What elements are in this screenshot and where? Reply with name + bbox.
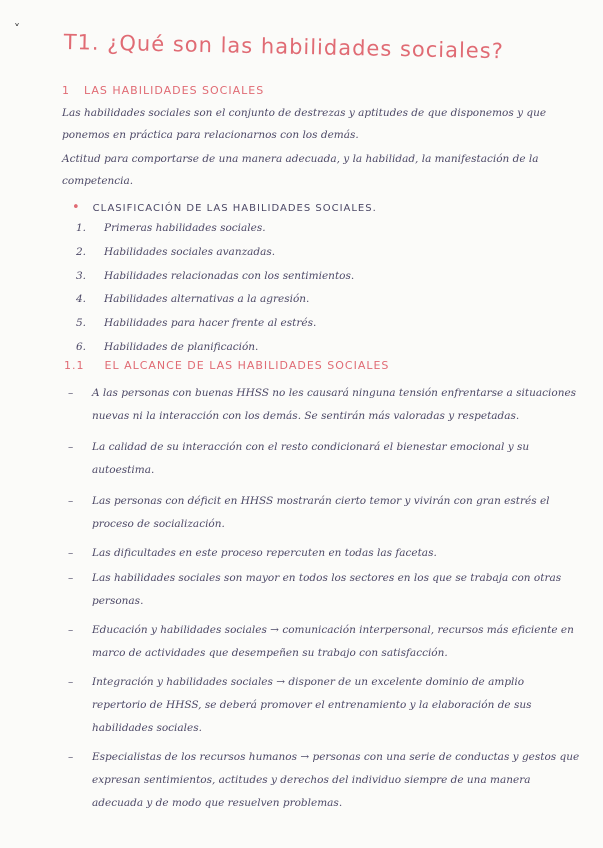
dash-icon: –	[68, 495, 74, 507]
list-item	[60, 490, 580, 536]
item-text: Primeras habilidades sociales.	[104, 222, 266, 234]
list-item	[60, 746, 580, 815]
item-number: 2.	[76, 245, 87, 258]
pen-mark-icon: ˅	[14, 22, 20, 36]
item-text: A las personas con buenas HHSS no les causará ninguna tensión enfrentarse a situaciones nuevas ni la interacción con los demás. Se sentirán más valoradas y respetadas.	[92, 387, 577, 422]
item-text: Integración y habilidades sociales → disponer de un excelente dominio de amplio repertorio de HHSS, se deberá promover el entrenamiento y la elaboración de sus habilidades sociales.	[92, 676, 532, 734]
list-item	[76, 246, 354, 270]
item-text: Habilidades relacionadas con los sentimientos.	[104, 269, 355, 282]
dash-icon: –	[68, 441, 74, 453]
section-number: 1	[62, 84, 70, 97]
list-item	[76, 222, 354, 246]
item-number: 3.	[76, 269, 87, 282]
section-number: 1.1	[64, 359, 85, 372]
dash-icon: –	[68, 547, 74, 559]
list-item	[60, 619, 580, 665]
section-heading-1	[62, 84, 264, 97]
page-title: T1. ¿Qué son las habilidades sociales?	[63, 30, 505, 64]
dash-icon: –	[68, 624, 74, 636]
paragraph-definition: Las habilidades sociales son el conjunto de destrezas y aptitudes de que disponemos y que ponemos en práctica para relacionarnos con los demás.	[62, 107, 547, 141]
item-text: Educación y habilidades sociales → comunicación interpersonal, recursos más eficiente en marco de actividades que desempeñen su trabajo con satisfacción.	[92, 624, 574, 659]
list-item	[60, 436, 580, 482]
dash-icon: –	[68, 387, 74, 399]
item-text: Habilidades de planificación.	[104, 340, 259, 353]
section-heading-1-1	[64, 359, 389, 372]
item-number: 5.	[76, 317, 87, 330]
item-text: Habilidades sociales avanzadas.	[104, 245, 276, 258]
bullet-icon: •	[72, 200, 81, 215]
item-number: 6.	[76, 340, 87, 353]
item-text: Habilidades para hacer frente al estrés.	[104, 317, 317, 330]
classification-title: CLASIFICACIÓN DE LAS HABILIDADES SOCIALES.	[92, 203, 377, 214]
list-item	[60, 671, 580, 740]
dash-icon: –	[68, 676, 74, 688]
classification-list	[76, 222, 354, 365]
list-item	[60, 382, 580, 428]
list-item	[76, 270, 354, 294]
item-text: Las habilidades sociales son mayor en todos los sectores en los que se trabaja con otras personas.	[92, 572, 562, 607]
list-item	[76, 317, 354, 341]
item-number: 1.	[76, 222, 87, 234]
item-text: La calidad de su interacción con el resto condicionará el bienestar emocional y su autoestima.	[92, 441, 530, 476]
list-item	[60, 542, 580, 565]
item-text: Habilidades alternativas a la agresión.	[104, 293, 310, 306]
list-item	[60, 567, 580, 613]
scope-list	[60, 382, 580, 815]
section-title: LAS HABILIDADES SOCIALES	[84, 84, 265, 97]
paragraph-attitude: Actitud para comportarse de una manera adecuada, y la habilidad, la manifestación de la competencia.	[62, 153, 539, 187]
item-text: Las personas con déficit en HHSS mostrarán cierto temor y vivirán con gran estrés el proceso de socialización.	[92, 495, 550, 530]
item-text: Las dificultades en este proceso repercuten en todas las facetas.	[92, 547, 437, 559]
classification-heading	[72, 200, 377, 215]
section-title: EL ALCANCE DE LAS HABILIDADES SOCIALES	[104, 359, 390, 372]
item-number: 4.	[76, 293, 87, 306]
item-text: Especialistas de los recursos humanos → personas con una serie de conductas y gestos que expresan sentimientos, actitudes y derechos del individuo siempre de una manera adecuada y de modo que resuelven problemas.	[92, 751, 580, 809]
dash-icon: –	[68, 572, 74, 584]
dash-icon: –	[68, 751, 74, 763]
list-item	[76, 293, 354, 317]
